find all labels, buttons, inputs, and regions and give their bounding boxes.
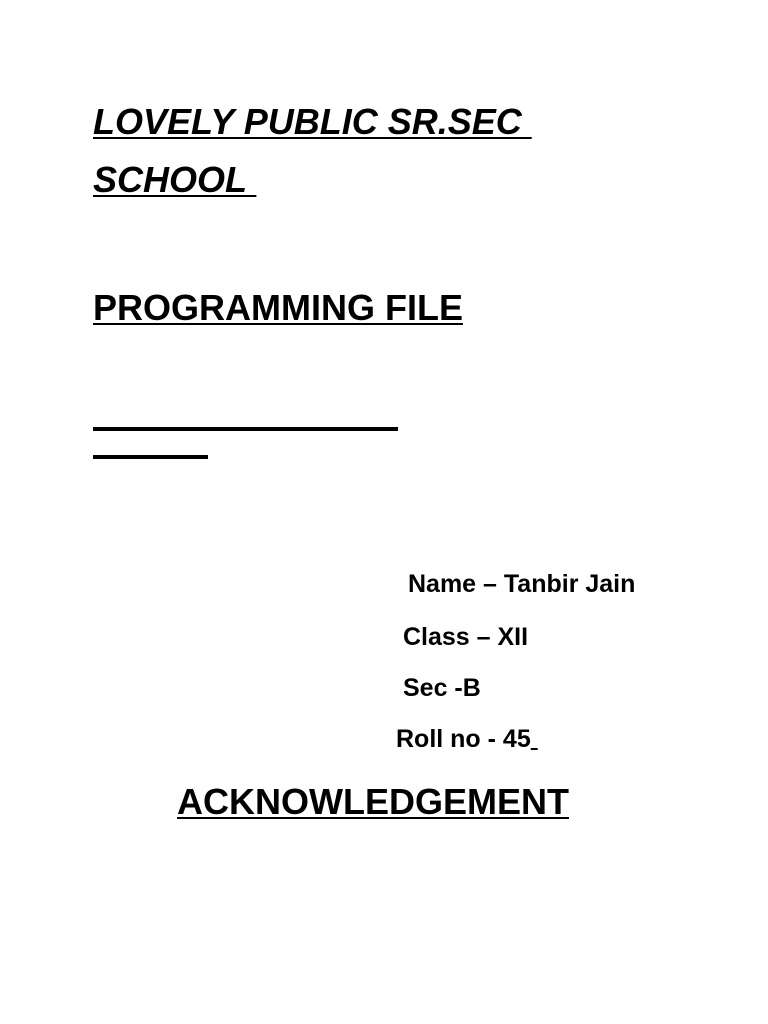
programming-file-title: PROGRAMMING FILE <box>93 287 463 328</box>
student-name: Name – Tanbir Jain <box>408 570 636 598</box>
student-section: Sec -B <box>403 674 481 702</box>
student-class: Class – XII <box>403 623 529 651</box>
acknowledgement-heading: ACKNOWLEDGEMENT <box>177 781 569 822</box>
roll-number-trailing-underline <box>531 725 538 753</box>
student-roll-number <box>396 722 538 756</box>
school-name-heading <box>93 93 532 209</box>
roll-number-text: Roll no - 45 <box>396 725 531 753</box>
blank-line-short <box>93 455 208 459</box>
school-name-line-2: SCHOOL <box>93 159 257 200</box>
school-name-line-1: LOVELY PUBLIC SR.SEC <box>93 101 532 142</box>
blank-line-long <box>93 427 398 431</box>
